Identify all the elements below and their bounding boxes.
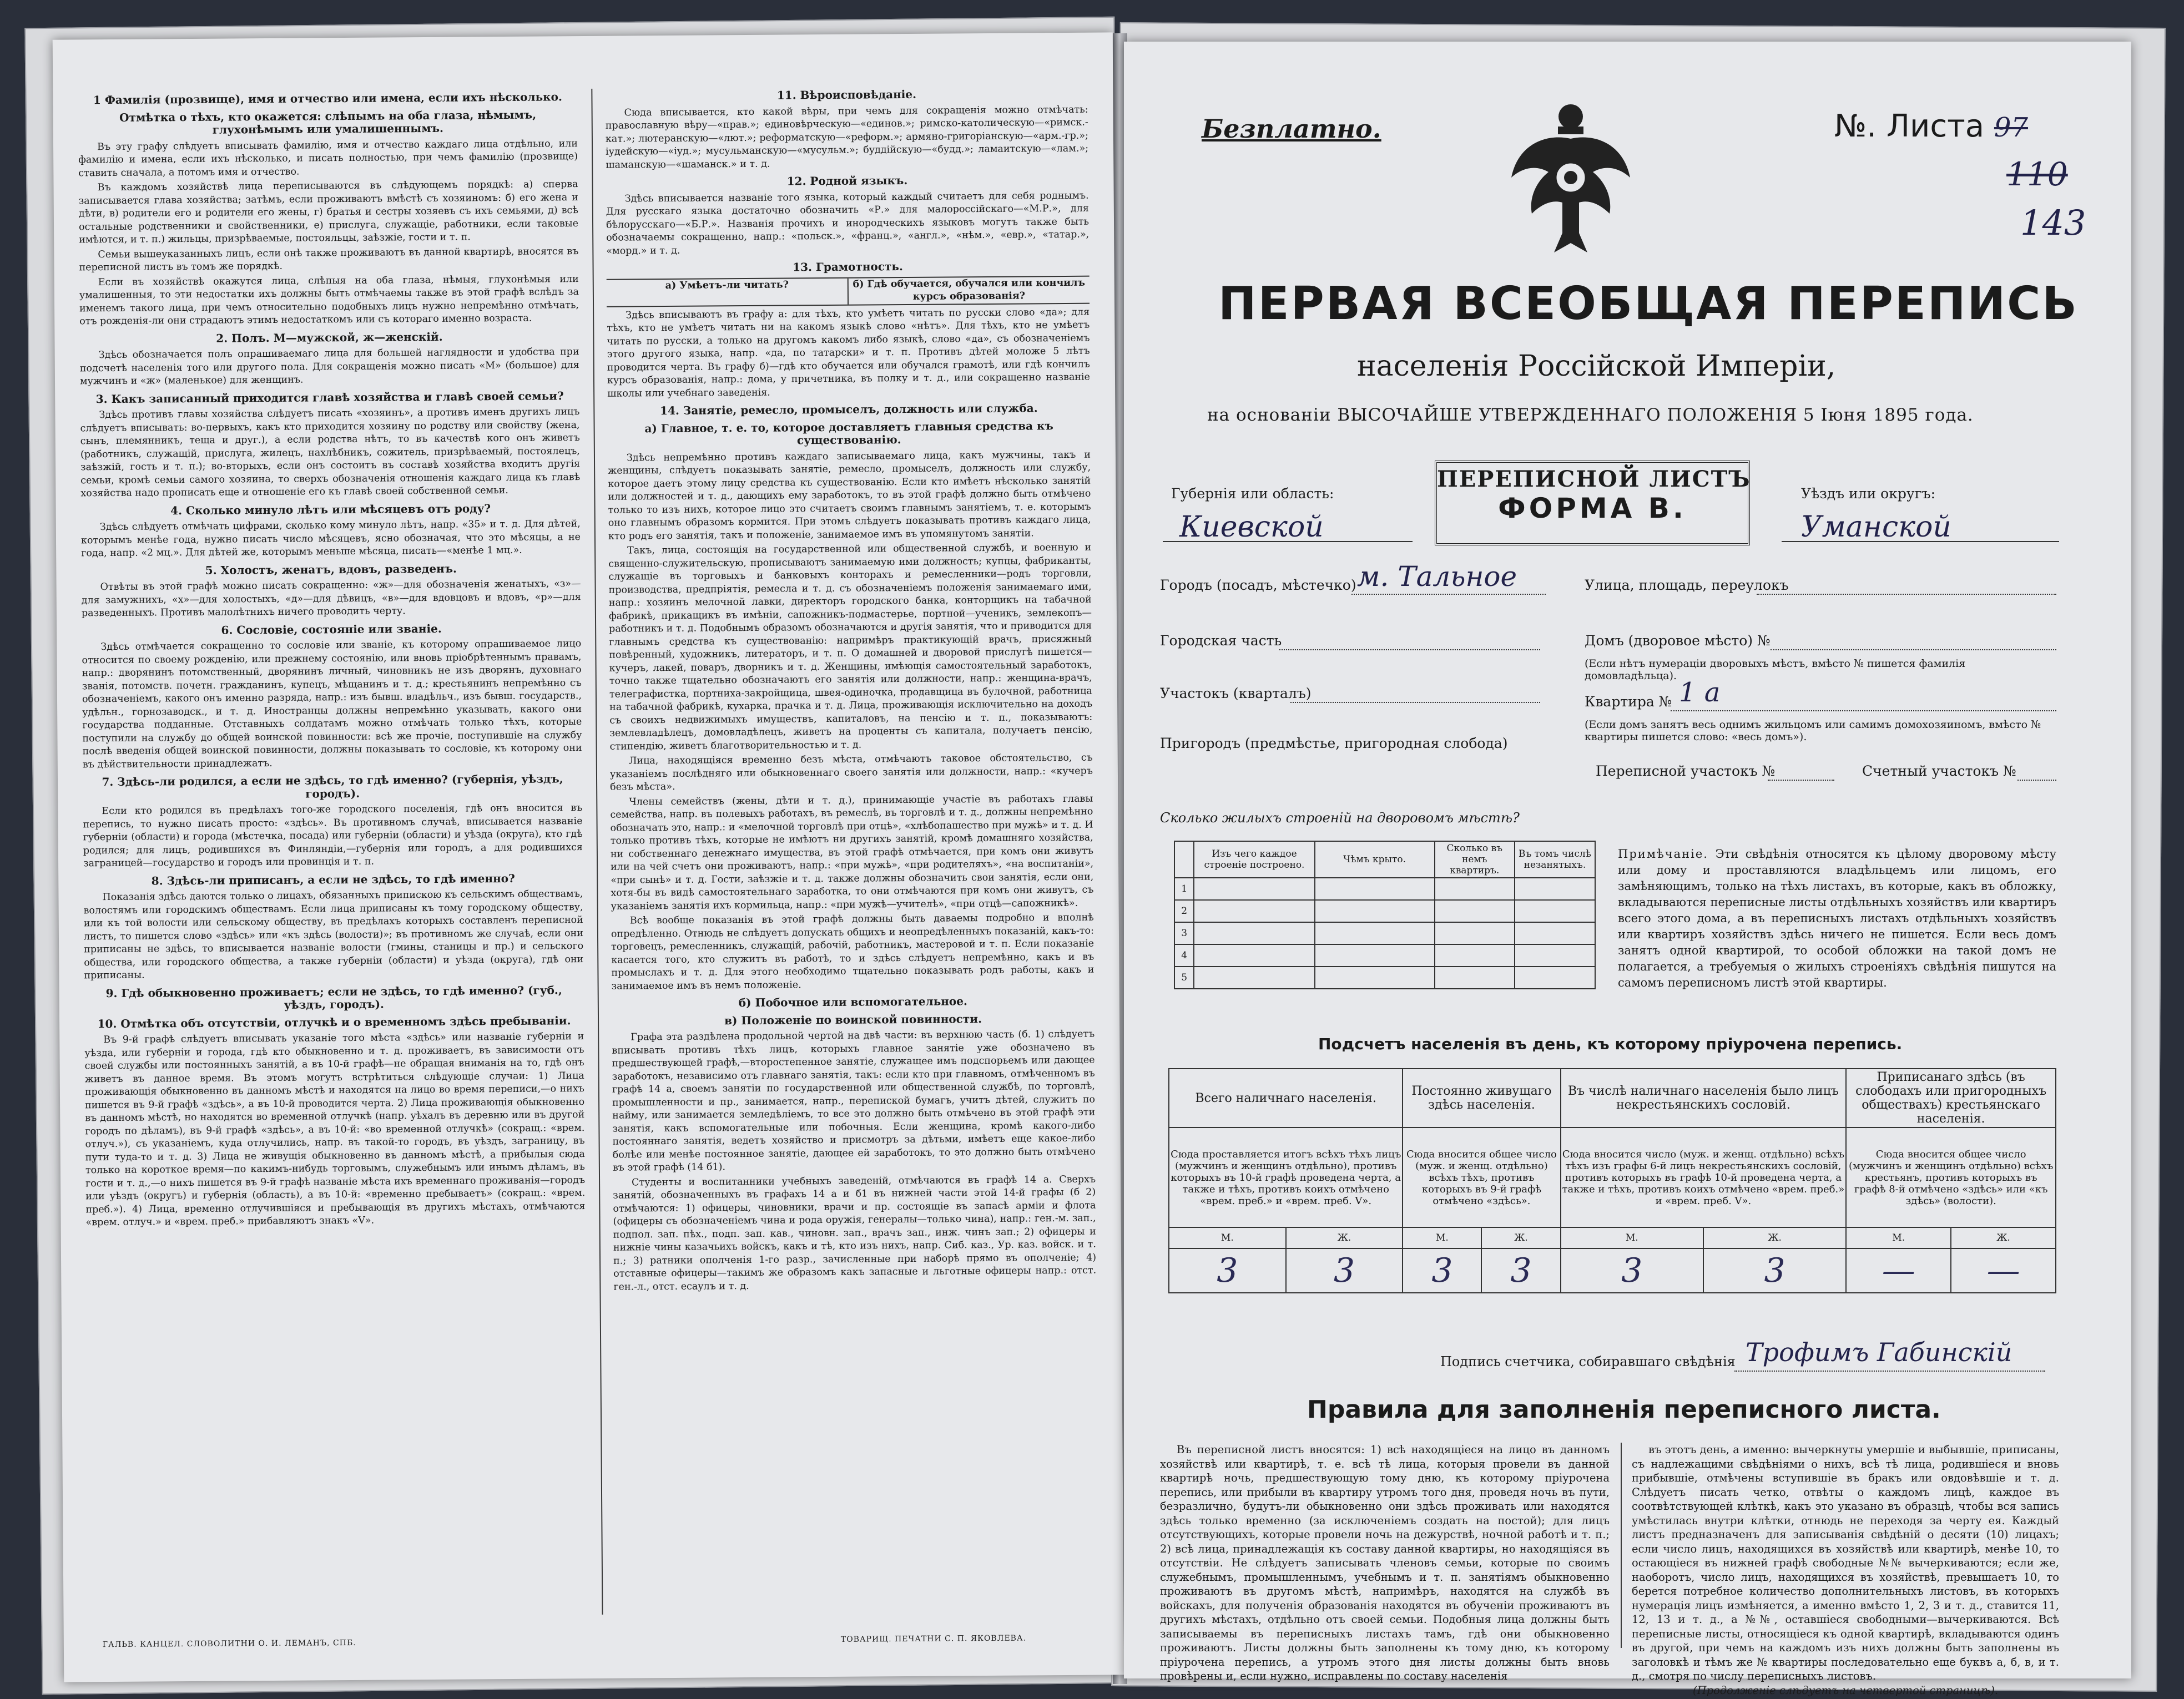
heading-5: 5. Холостъ, женатъ, вдовъ, разведенъ.: [205, 562, 457, 577]
imperial-eagle-icon: [1507, 94, 1635, 255]
heading-12: 12. Родной языкъ.: [786, 173, 908, 188]
form-title: ПЕРЕПИСНОЙ ЛИСТЪ: [1437, 466, 1751, 492]
rules-text-2: въ этотъ день, а именно: вычеркнуты умершіе и выбывшіе, приписаны, съ надлежащими свѣдѣніями о нихъ, всѣ тѣ лица, родившіеся и вновь прибывшіе, отмѣчены вступившіе въ бракъ или овдовѣвшіе и т. д. Слѣдуетъ писать четко, отвѣты о каждомъ лицѣ, каждое въ соотвѣтствующей клѣткѣ, какъ это указано въ образцѣ, чтобы вся запись умѣстилась внутри клѣтки, отнюдь не переходя за черту ея. Каждый листъ предназначенъ для записыванія свѣдѣній о десяти (10) лицахъ; если число лицъ, находящихся въ хозяйствѣ или квартирѣ, менѣе 10, то остающіеся въ нижней графѣ свободные №№ вычеркиваются; если же, наоборотъ, число лицъ, находящихся въ хозяйствѣ, превышаетъ 10, то берется потребное количество дополнительныхъ листовъ, въ которыхъ нумерація лицъ измѣняется, а именно вмѣсто 1, 2, 3 и т. д., ставится 11, 12, 13 и т. д., а №№, оставшіеся свободными—вычеркиваются. Всѣ переписные листы, относящіеся къ одной квартирѣ, вкладываются одинъ въ другой, при чемъ на каждомъ изъ нихъ должны быть заполнены въ заголовкѣ и тѣмъ же № квартиры последовательно еще буквъ а, б, в, и т. д., смотря по числу переписныхъ листовъ.: [1632, 1443, 2059, 1682]
paragraph: Семьи вышеуказанныхъ лицъ, если онѣ также проживаютъ въ данной квартирѣ, вносятся въ переписной листъ въ томъ же порядкѣ.: [79, 245, 579, 274]
town-label: Городъ (посадъ, мѣстечко): [1160, 577, 1356, 593]
note-text: Эти свѣдѣнія относятся къ цѣлому дворовому мѣсту или дому и проставляются владѣльцемъ или лицомъ, его замѣняющимъ, только на тѣхъ листахъ, въ которые, какъ въ обложку, вкладываются переписные листы отдѣльныхъ хозяйствъ или квартиръ всего этого дома, а въ переписныхъ листахъ отдѣльныхъ хозяйствъ или квартиръ хозяйствъ здѣсь ничего не пишется. Если весь домъ занятъ одной квартирой, то особой обложки на такой домъ не полагается, а требуемыя о жилыхъ строеніяхъ свѣдѣнія пишутся на самомъ переписномъ листѣ этой квартиры.: [1618, 847, 2056, 989]
heading-7: 7. Здѣсь-ли родился, а если не здѣсь, то гдѣ именно? (губернія, уѣздъ, городъ).: [102, 772, 563, 801]
heading-11: 11. Вѣроисповѣданіе.: [776, 87, 917, 102]
form-subtitle: ФОРМА В.: [1498, 492, 1687, 524]
heading-6: 6. Сословіе, состояніе или званіе.: [221, 621, 442, 637]
table-row: 3: [1174, 922, 1595, 944]
paragraph: Студенты и воспитанники учебныхъ заведеній, отмѣчаются въ графѣ 14 а. Сверхъ занятій, обозначенныхъ въ графахъ 14 а и б1 въ нижней части этой 14-й графы (б 2) отмѣчаются: 1) офицеры, чиновники, врачи и пр. состоящіе въ запасѣ арміи и флота (офицеры съ обозначеніемъ чина и рода оружія, генералы—только чина), напр.: ген.-м. зап., подпол. зап. пѣх., подп. зап. кав., чиновн. зап., врачъ зап., инж. чинъ зап.; 2) офицеры и нижніе чины казачьихъ войскъ, какъ и тѣ, кто изъ нихъ, напр. Сиб. каз., Ур. каз. войск. и т. п.; 3) ратники ополченія 1-го разр., зачисленные при наборѣ прямо въ ополченіе; 4) отставные офицеры—такимъ же образомъ какъ запасные и льготные офицеры напр.: отст. ген.-л., отст. есаулъ и т. д.: [613, 1174, 1097, 1293]
paragraph: Сюда вписывается, кто какой вѣры, при чемъ для сокращенія можно отмѣчать: православную вѣру—«прав.»; единовѣрческую—«единов.»; римско-католическую—«римск.-кат.»; лютеранскую—«лют.»; реформатскую—«реформ.»; армяно-григоріанскую—«арм.-гр.»; іудейскую—«іуд.»; мусульманскую—«мусульм.»; буддійскую—«будд.»; ламаитскую—«лам.»; шаманскую—«шаманск.» и т. д.: [605, 104, 1089, 171]
right-page: [1124, 42, 2131, 1697]
literacy-question-b: б) Гдѣ обучается, обучался или кончилъ курсъ образованія?: [853, 277, 1086, 302]
apartment-note: (Если домъ занятъ весь однимъ жильцомъ или самимъ домохозяиномъ, вмѣсто № квартиры пишется слово: «весь домъ»).: [1585, 719, 2041, 743]
left-page: [53, 32, 1124, 1682]
paragraph: Если кто родился въ предѣлахъ того-же городского поселенія, гдѣ онъ вносится въ перепись, то нужно писать просто: «здѣсь». Въ противномъ случаѣ, вписывается названіе губерніи (области) и города (мѣстечка, посада) или губерніи (области) и уѣзда (округа), кто гдѣ родился; для лицъ, родившихся въ Финляндіи,—губернія или городъ, а для родившихся заграницей—государство и городъ или провинція и т. п.: [83, 802, 583, 869]
heading-9: 9. Гдѣ обыкновенно проживаетъ; если не здѣсь, то гдѣ именно? (губ., уѣздъ, городъ).: [105, 983, 562, 1012]
paragraph: Всѣ вообще показанія въ этой графѣ должны быть даваемы подробно и вполнѣ опредѣленно. Отнюдь не слѣдуетъ допускать общихъ и неопредѣленныхъ показаній, какъ-то: торговецъ, ремесленникъ, служащій, рабочій, работникъ, мастеровой и т. п. Если показаніе касается того, кто служитъ въ работѣ, то и здѣсь слѣдуетъ непремѣнно, какъ и въ промыслахъ и т. д. Для этого необходимо тщательно показывать родъ работы, какъ и занимаемое имъ въ немъ положеніе.: [611, 912, 1094, 992]
note-label: Примѣчаніе.: [1618, 847, 1708, 861]
gubernia-value: Киевской: [1179, 510, 1324, 544]
table-row: 4: [1174, 944, 1595, 967]
paragraph: Графа эта раздѣлена продольной чертой на двѣ части: въ верхнюю часть (б. 1) слѣдуетъ вписывать противъ тѣхъ лицъ, которыхъ главное занятіе уже обозначено въ предшествующей графѣ,—второстепенное занятіе, служащее имъ подспорьемъ или дающее заработокъ, независимо отъ главнаго занятія, такъ: если кто при главномъ, отмѣченномъ въ графѣ 14 а, своемъ занятіи по государственной или общественной службѣ, по торговлѣ, промышленности и пр., занимается, напр., перепиской бумагъ, учитъ дѣтей, служитъ по найму, или занимается земледѣліемъ, то все это должно быть отмѣчено въ этой графѣ эти занятія, какъ вспомогательные или побочныя. Если женщина, кромѣ какого-либо постояннаго занятія, ведетъ хозяйство и присмотръ за дѣтьми, имѣетъ еще какое-либо болѣе или менѣе постоянное занятіе, дающее ей заработокъ, то это должно быть отмѣчено въ этой графѣ (14 б1).: [612, 1028, 1096, 1174]
heading-2: 2. Полъ. М—мужской, ж—женскій.: [216, 330, 443, 345]
rules-column-2: [1632, 1443, 2059, 1697]
uezd-value: Уманской: [1801, 510, 1951, 544]
table-row: Сюда проставляется итогъ всѣхъ тѣхъ лицъ (мужчинъ и женщинъ отдѣльно), противъ которыхъ въ 10-й графѣ проведена черта, а также и тѣхъ, противъ коихъ отмѣчено «врем. преб.» и «врем. преб. V». Сюда вносится общее число (муж. и женщ. отдѣльно) всѣхъ тѣхъ, противъ которыхъ въ 9-й графѣ отмѣчено «здѣсь». Сюда вносится число (муж. и женщ. отдѣльно) всѣхъ тѣхъ изъ графы 6-й лицъ некрестьянскихъ сословій, противъ которыхъ въ графѣ 10-й проведена черта, а также и тѣхъ, противъ коихъ отмѣчено «врем. преб.» и «врем. преб. V». Сюда вносится общее число (мужчинъ и женщинъ отдѣльно) всѣхъ крестьянъ, противъ которыхъ въ графѣ 8-й отмѣчено «здѣсь» или «къ здѣсь» (волости).: [1169, 1127, 2056, 1227]
house-note: (Если нѣтъ нумераціи дворовыхъ мѣстъ, вмѣсто № пишется фамилія домовладѣльца).: [1585, 658, 1966, 682]
heading-8: 8. Здѣсь-ли приписанъ, а если не здѣсь, то гдѣ именно?: [151, 871, 515, 887]
note-block: [1618, 846, 2056, 991]
instructions-column-1: [78, 86, 585, 1231]
sheet-number-handwritten-1: 110: [2006, 155, 2068, 193]
house-line: [1771, 649, 2056, 650]
census-subtitle: населенія Россійской Имперіи,: [1357, 350, 1836, 383]
heading-4: 4. Сколько минуло лѣтъ или мѣсяцевъ отъ роду?: [170, 501, 491, 517]
buildings-table: [1174, 841, 1596, 989]
apartment-value: 1 а: [1679, 677, 1721, 708]
table-header: Въ числѣ наличнаго населенія было лицъ некрестьянскихъ сословій.: [1561, 1069, 1847, 1127]
city-part-line: [1279, 649, 1540, 650]
sheet-number-label: №. Листа 97: [1834, 108, 2028, 144]
uezd-label: Уѣздъ или округъ:: [1801, 486, 1935, 502]
census-title: ПЕРВАЯ ВСЕОБЩАЯ ПЕРЕПИСЬ: [1218, 277, 2079, 330]
signature-label: Подпись счетчика, собиравшаго свѣдѣнія: [1440, 1354, 1736, 1369]
street-label: Улица, площадь, переулокъ: [1585, 577, 1789, 593]
paragraph: Члены семействъ (жены, дѣти и т. д.), принимающіе участіе въ работахъ главы семейства, напр. въ полевыхъ работахъ, въ ремеслѣ, въ торговлѣ и т. д., должны непремѣнно обозначать это, напр.: и «мелочной торговлѣ при отцѣ», «хлѣбопашество при мужѣ» и т. д. И только противъ тѣхъ, которые не имѣютъ ни другихъ занятій, кромѣ домашняго хозяйства, ни собственнаго денежнаго имущества, въ этой графѣ отмѣчается, при комъ они живутъ или на чей счетъ они проживаютъ, напр.: «при мужѣ», «при родителяхъ», «на воспитаніи», «при сынѣ» и т. д. Гости, заѣзжіе и т. д. также должны обозначить свои занятія, если они, хотя-бы въ видѣ самостоятельнаго заработка, то они отмѣчаются при комъ они живутъ, съ указаніемъ занятія ихъ кормильца, напр.: «при мужѣ—учителѣ», «при отцѣ—сапожникѣ».: [610, 793, 1094, 912]
count-area-label: Счетный участокъ №: [1862, 763, 2016, 779]
rules-continuation: (Продолженіе слѣдуетъ на четвертой страницѣ).: [1692, 1683, 1999, 1697]
count-area-line: [2017, 780, 2056, 781]
sheet-number-struck: 97: [1994, 112, 2028, 143]
paragraph: Здѣсь непремѣнно противъ каждаго записываемаго лица, какъ мужчины, такъ и женщины, слѣдуетъ показывать занятіе, ремесло, промыселъ, должность или службу, которое даетъ этому лицу средства къ существованію. Если кто имѣетъ нѣсколько занятій или должностей и т. д., дающихъ ему заработокъ, то въ этой графѣ должно быть отмѣчено только то изъ нихъ, которое лицо это считаетъ своимъ главнымъ занятіемъ, т. е. которымъ оно главнымъ образомъ кормится. При этомъ слѣдуетъ показывать противъ каждаго лица, кто родъ его занятія, такъ и положеніе, занимаемое имъ въ упомянутомъ занятіи.: [608, 449, 1091, 542]
district-line: [1290, 702, 1540, 703]
sheet-number-handwritten-2: 143: [2020, 203, 2086, 243]
table-header: Чѣмъ крыто.: [1315, 841, 1435, 878]
paragraph: Здѣсь отмѣчается сокращенно то сословіе или званіе, къ которому опрашиваемое лицо относится по своему рожденію, или прежнему состоянію, или вновь пріобрѣтеннымъ правамъ, напр.: дворянинъ потомственный, дворянинъ личный, чиновникъ не изъ дворянъ, духовнаго званія, потомств. почетн. гражданинъ, купецъ, мѣщанинъ и т. д.; крестьянинъ непремѣнно съ обозначеніемъ, какого онъ именно разряда, напр.: изъ бывш. владѣльч., изъ бывш. государств., удѣльн., горнозаводск., и т. д. Иностранцы должны непремѣнно указывать, какого они государства подданные. Отставныхъ солдатамъ можно отмѣчать только тѣхъ, которые поступили на службу до общей воинской повинности: всѣ же прочіе, поступившіе на службу послѣ введенія общей воинской повинности, должны показывать то сословіе, къ которому они въ дѣйствительности принадлежатъ.: [82, 638, 582, 770]
rules-divider: [1621, 1443, 1622, 1648]
rules-text-1: Въ переписной листъ вносятся: 1) всѣ находящіеся на лицо въ данномъ хозяйствѣ или квартирѣ, т. е. всѣ тѣ лица, которыя провели въ данной квартирѣ ночь, предшествующую тому дню, къ которому пріурочена перепись, или прибыли въ квартиру утромъ того дня, проведя ночь въ пути, безразлично, будутъ-ли обыкновенно они здѣсь проживать или находятся здѣсь только временно (за исключеніемъ создать на постой); для лицъ отсутствующихъ, которые провели ночь на дежурствѣ, ночной работѣ и т. п.; 2) всѣ лица, принадлежащія къ составу данной квартиры, но находящіяся въ отсутствіи. Не слѣдуетъ записывать членовъ семьи, которые по своимъ служебнымъ, промышленнымъ, учебнымъ и т. п. занятіямъ обыкновенно проживаютъ въ другомъ мѣстѣ, напримѣръ, находятся на службѣ въ войскахъ, для полученія образованія находятся въ обученіи проживаютъ въ другихъ мѣстахъ, отдѣльно отъ своей семьи. Подобныя лица должны быть записываемы въ переписныхъ листахъ тамъ, гдѣ они обыкновенно проживаютъ. Листы должны быть заполнены къ тому дню, къ которому пріурочена перепись, а утромъ этого дня листы должны быть вновь провѣрены и, если нужно, исправлены по составу населенія: [1160, 1443, 1610, 1682]
table-row: 2: [1174, 900, 1595, 922]
paragraph: Здѣсь вписываютъ въ графу а: для тѣхъ, кто умѣетъ читать по русски слово «да»; для тѣхъ, кто не умѣетъ читать ни на какомъ языкѣ слово «нѣтъ». Для тѣхъ, кто не умѣетъ читать по русски, а только на другомъ какомъ либо языкѣ, слово «да», съ обозначеніемъ этого другого языка, напр. «да, по татарски» и т. п. Противъ дѣтей моложе 5 лѣтъ проводится черта. Въ графу б)—гдѣ кто обучается или обучался грамотѣ, или гдѣ кончилъ курсъ образованія, напр.: дома, у причетника, въ полку и т. д., или сокращенно названіе школы или учебнаго заведенія.: [607, 306, 1091, 400]
paragraph: Здѣсь обозначается полъ опрашиваемаго лица для большей наглядности и удобства при подсчетѣ населенія того или другого пола. Для сокращенія можно писать «М» (большое) для мужчинъ и «ж» (маленькое) для женщинъ.: [79, 346, 579, 387]
house-label: Домъ (дворовое мѣсто) №: [1585, 633, 1771, 649]
literacy-subheadings: [607, 275, 1090, 307]
heading-14c: в) Положеніе по воинской повинности.: [724, 1012, 982, 1027]
printer-footer-left: ГАЛЬВ. КАНЦЕЛ. СЛОВОЛИТНИ О. И. ЛЕМАНЪ, СПБ.: [102, 1638, 356, 1650]
table-header-row: [1174, 841, 1595, 878]
table-row: 3 3 3 3 3 3 — —: [1169, 1248, 2056, 1293]
paragraph: Лица, находящіяся временно безъ мѣста, отмѣчаютъ таковое обстоятельство, съ указаніемъ послѣдняго или обыкновеннаго своего занятія или должности, напр.: «кучеръ безъ мѣста».: [609, 752, 1093, 793]
census-area-line: [1768, 780, 1834, 781]
paragraph: Отвѣты въ этой графѣ можно писать сокращенно: «ж»—для обозначенія женатыхъ, «з»—для замужнихъ, «х»—для холостыхъ, «д»—для дѣвицъ, «в»—для вдовцовъ и вдовъ, «р»—для разведенныхъ. Противъ малолѣтнихъ ничего проводить черту.: [81, 578, 581, 619]
table-row: М. Ж. М. Ж. М. Ж. М. Ж.: [1169, 1227, 2056, 1248]
population-count-title: Подсчетъ населенія въ день, къ которому пріурочена перепись.: [1318, 1035, 1903, 1053]
census-decree-line: на основаніи ВЫСОЧАЙШЕ УТВЕРЖДЕННАГО ПОЛОЖЕНІЯ 5 Іюня 1895 года.: [1207, 405, 1974, 425]
heading-1: 1 Фамилія (прозвище), имя и отчество или имена, если ихъ нѣсколько.: [93, 90, 562, 107]
district-label: Участокъ (кварталъ): [1160, 685, 1312, 701]
paragraph: Здѣсь слѣдуетъ отмѣчать цифрами, сколько кому минуло лѣтъ, напр. «35» и т. д. Для дѣтей, которымъ менѣе года, нужно писать число мѣсяцевъ, ясно обозначая, что это мѣсяцы, а не года, напр. «2 мц.». Для дѣтей же, которымъ меньше мѣсяца, писать—«менѣе 1 мц.».: [80, 518, 581, 559]
free-label: Безплатно.: [1202, 114, 1381, 144]
rules-title: Правила для заполненія переписного листа.: [1307, 1395, 1941, 1424]
table-header: Изъ чего каждое строеніе построено.: [1194, 841, 1314, 878]
table-header-row: [1169, 1069, 2056, 1127]
heading-14a: а) Главное, т. е. то, которое доставляетъ главныя средства къ существованію.: [644, 418, 1053, 447]
gubernia-label: Губернія или область:: [1171, 486, 1334, 502]
printer-footer-right: ТОВАРИЩ. ПЕЧАТНИ С. П. ЯКОВЛЕВА.: [840, 1634, 1027, 1644]
suburb-label: Пригородъ (предмѣстье, пригородная слобода): [1160, 735, 1508, 751]
apartment-label: Квартира №: [1585, 694, 1672, 710]
heading-14: 14. Занятіе, ремесло, промыселъ, должность или служба.: [660, 401, 1038, 418]
form-title-box: [1435, 461, 1750, 545]
town-value: м. Тальное: [1357, 560, 1517, 593]
signature-line: [1734, 1371, 2045, 1372]
heading-13: 13. Грамотность.: [793, 260, 904, 274]
paragraph: Показанія здѣсь даются только о лицахъ, обязанныхъ припискою къ сельскимъ обществамъ, волостямъ или городскимъ обществамъ. Если лица приписаны къ тому городскому обществу, или къ той волости или сельскому обществу, въ предѣлахъ которыхъ составленъ переписной листъ, то пишется слово «здѣсь» или «къ здѣсь (волости)»; въ противномъ же случаѣ, если они приписаны не здѣсь, то вписывается названіе волости (гмины, станицы и пр.) и сельского общества, или городского общества, а также губерніи (области) и уѣзда (округа), гдѣ они приписаны.: [83, 888, 584, 982]
paragraph: Здѣсь противъ главы хозяйства слѣдуетъ писать «хозяинъ», а противъ именъ другихъ лицъ слѣдуетъ вписывать: во-первыхъ, какъ кто приходится хозяину по родству или свойству (жена, сынъ, племянникъ, теща и друг.), а если родства нѣтъ, то въ качествѣ кого онъ живетъ (работникъ, служащій, прислуга, жилецъ, нахлѣбникъ, сожитель, призрѣваемый, постоялецъ, заѣзжій, гость и т. п.); во-вторыхъ, если онъ состоитъ въ составѣ хозяйства входитъ другія семьи, кромѣ семьи самого хозяина, то сверхъ обозначенія отношенія каждаго лица къ главѣ хозяйства надо прописать еще и отношеніе его къ главѣ своей собственной семьи.: [80, 406, 581, 499]
heading-1b: Отмѣтка о тѣхъ, кто окажется: слѣпымъ на оба глаза, нѣмымъ, глухонѣмымъ или умалишеннымъ.: [119, 108, 537, 136]
paragraph: Въ каждомъ хозяйствѣ лица переписываются въ слѣдующемъ порядкѣ: а) сперва записывается глава хозяйства; затѣмъ, если проживаютъ вмѣстѣ съ хозяиномъ: б) его жена и дѣти, в) родители его и родители его жены, г) братья и сестры хозяевъ съ ихъ семьями, д) всѣ остальные родственники и свойственники, е) прислуга, служащіе, работники, если таковые имѣются, и т. п.) жильцы, призрѣваемые, постояльцы, заѣзжіе, гости и т. п.: [78, 179, 579, 246]
table-header: Приписанаго здѣсь (въ слободахъ или пригородныхъ обществахъ) крестьянскаго населенія.: [1846, 1069, 2056, 1127]
heading-10: 10. Отмѣтка объ отсутствіи, отлучкѣ и о временномъ здѣсь пребываніи.: [97, 1013, 571, 1030]
buildings-question: Сколько жилыхъ строеній на дворовомъ мѣстѣ?: [1160, 810, 1520, 826]
table-header: Сколько въ немъ квартиръ.: [1435, 841, 1515, 878]
literacy-question-a: а) Умѣетъ-ли читать?: [607, 278, 849, 306]
table-header: Всего наличнаго населенія.: [1169, 1069, 1403, 1127]
table-header: Въ томъ числѣ незанятыхъ.: [1515, 841, 1595, 878]
table-row: 5: [1174, 967, 1595, 989]
signature-value: Трофимъ Габинскій: [1746, 1337, 2012, 1367]
paragraph: Здѣсь вписывается названіе того языка, который каждый считаетъ для себя роднымъ. Для русскаго языка достаточно обозначить «Р.» для малороссійскаго—«М.Р.», для бѣлорусскаго—«Б.Р.». Названія прочихъ и инородческихъ языковъ могутъ также быть обозначаемы сокращенно, напр.: «польск.», «франц.», «англ.», «нѣм.», «евр.», «татар.», «морд.» и т. д.: [606, 190, 1090, 257]
paragraph: Въ 9-й графѣ слѣдуетъ вписывать указаніе того мѣста «здѣсь» или названіе губерніи и уѣзда, или губерніи и города, гдѣ кто обыкновенно и т. д. проживаетъ, въ зависимости отъ своей службы или постоянныхъ занятій, а въ 10-й графѣ—не обращая вниманія на то, гдѣ онъ живетъ въ данное время. Въ этомъ могутъ встрѣтиться слѣдующіе случаи: 1) Лица проживающія обыкновенно въ данномъ мѣстѣ и находятся на лицо во время переписи,—о нихъ пишется въ 9-й графѣ «здѣсь», а въ 10-й проводится черта. 2) Лица проживающія обыкновенно въ данномъ мѣстѣ, но находятся во временной отлучкѣ (напр. уѣхалъ въ деревню или въ другой городъ по дѣламъ), въ 9-й графѣ «здѣсь», а въ 10-й: «во временной отлучкѣ» (сокращ.: «врем. отлуч.»), съ указаніемъ, куда отлучились, напр. въ такой-то городъ, въ уѣздъ, заграницу, въ пути туда-то и т. д. 3) Лица не живущія обыкновенно въ данномъ мѣстѣ, а прибылыя сюда только на короткое время—по какимъ-нибудь торговымъ, служебнымъ или инымъ дѣламъ, въ гости и т. д.,—о нихъ пишется въ 9-й графѣ названіе мѣста ихъ временнаго проживанія—городъ или уѣздъ (округъ) и губернія (область), а въ 10-й: «временно пребываетъ» (сокращ.: «врем. преб.»). 4) Лица, временно отлучившіяся и пребывающія въ другихъ мѣстахъ, отмѣчаются «врем. отлуч.» и «врем. преб.» прибавляютъ знакъ «V».: [84, 1031, 586, 1228]
paragraph: Въ эту графу слѣдуетъ вписывать фамилію, имя и отчество каждаго лица отдѣльно, или фамилію и имена, если ихъ нѣсколько, и писать полностью, при чемъ фамилію (прозвище) ставить сначала, а потомъ имя и отчество.: [78, 138, 578, 179]
population-count-table: [1168, 1068, 2056, 1293]
instructions-column-2: [605, 83, 1096, 1296]
column-divider: [591, 89, 603, 1615]
heading-3: 3. Какъ записанный приходится главѣ хозяйства и главѣ своей семьи?: [95, 388, 564, 406]
paragraph: Такъ, лица, состоящія на государственной или общественной службѣ, и военную и священно-служительскую, прописываютъ занимаемую ими должность; купцы, фабриканты, служащіе въ торговыхъ и банковыхъ конторахъ и ремесленники—родъ торговли, производства, предпріятія, ремесла и т. д. съ обозначеніемъ положенія занимаемаго ими, напр.: хозяинъ мелочной лавки, директоръ городского банка, конторщикъ на табачной фабрикѣ, прикащикъ въ имѣніи, сапожникъ-подмастерье, портной—ученикъ, землекопъ—работникъ и т. д. Подобнымъ образомъ обозначаются и другія занятія, что и приводится для главнымъ средства къ существованію: напримѣръ практикующій врачъ, присяжный повѣренный, художникъ, литераторъ, и т. п. О домашней и дворовой прислугѣ пишется—кучеръ, лакей, поваръ, дворникъ и т. д. Женщины, имѣющія самостоятельный заработокъ, точно также тщательно обозначаютъ его занятія или должности, напр.: женщина-врачъ, телеграфистка, портниха-закройщица, швея-одиночка, продавщица въ булочной, работница на табачной фабрикѣ, кухарка, прачка и т. д. Лица, проживающія исключительно на доходъ съ своихъ недвижимыхъ имуществъ, капиталовъ, на пенсію и т. п., показываютъ: землевладѣлецъ, домовладѣлецъ, живетъ на проценты съ капитала, получаетъ пенсію, стипендію, живетъ благотворительностью и т. д.: [608, 542, 1093, 752]
paragraph: Если въ хозяйствѣ окажутся лица, слѣпыя на оба глаза, нѣмыя, глухонѣмыя или умалишенныя, то эти недостатки ихъ должны быть отмѣчаемы также въ этой графѣ вслѣдъ за именемъ такого лица, при чемъ относительно подобныхъ лицъ нужно непремѣнно отмѣчать, отъ рожденія-ли они страдаютъ этимъ недостаткомъ или съ котораго именно возраста.: [79, 273, 579, 327]
table-header: Постоянно живущаго здѣсь населенія.: [1403, 1069, 1560, 1127]
table-row: 1: [1174, 878, 1595, 900]
street-line: [1757, 594, 2056, 595]
town-line: [1351, 594, 1546, 595]
rules-column-1: [1160, 1443, 1610, 1683]
apartment-line: [1671, 710, 2056, 711]
city-part-label: Городская часть: [1160, 633, 1282, 649]
census-area-label: Переписной участокъ №: [1596, 763, 1776, 779]
heading-14b: б) Побочное или вспомогательное.: [738, 994, 967, 1010]
